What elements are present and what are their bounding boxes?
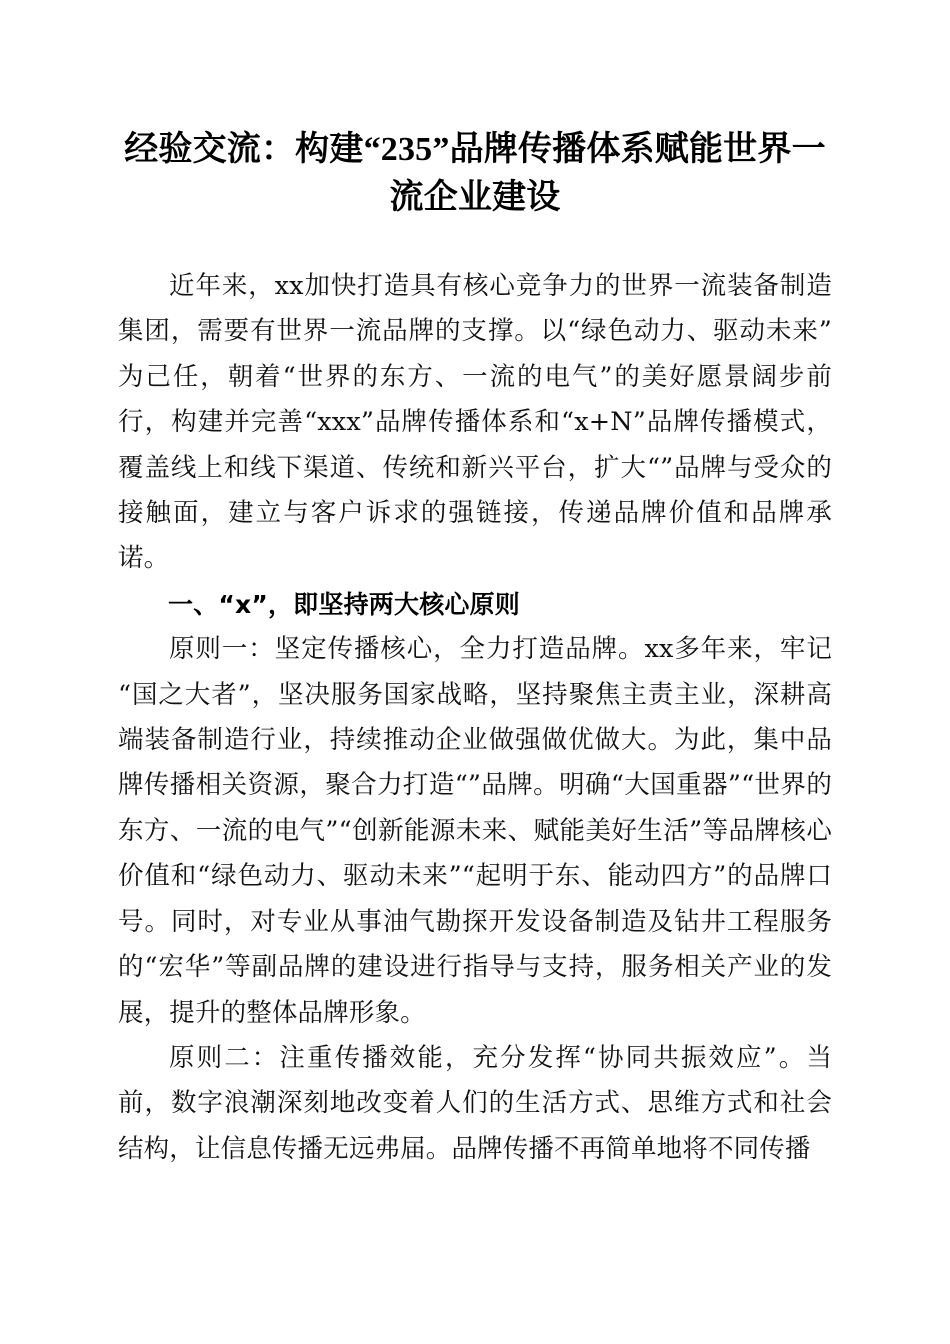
page-title: 经验交流：构建“235”品牌传播体系赋能世界一流企业建设 [124,131,826,216]
paragraph-intro: 近年来，xx加快打造具有核心竞争力的世界一流装备制造集团，需要有世界一流品牌的支撑。以“绿色动力、驱动未来”为己任，朝着“世界的东方、一流的电气”的美好愿景阔步前行，构建并完善“xxx”品牌传播体系和“x+N”品牌传播模式，覆盖线上和线下渠道、传统和新兴平台，扩大“”品牌与受众的接触面，建立与客户诉求的强链接，传递品牌价值和品牌承诺。 [118,271,832,574]
section-heading-one: 一、“x”，即坚持两大核心原则 [168,589,520,619]
paragraph-principle-one: 原则一：坚定传播核心，全力打造品牌。xx多年来，牢记“国之大者”，坚决服务国家战略，坚持聚焦主责主业，深耕高端装备制造行业，持续推动企业做强做优做大。为此，集中品牌传播相关资源，聚合力打造“”品牌。明确“大国重器”“世界的东方、一流的电气”“创新能源未来、赋能美好生活”等品牌核心价值和“绿色动力、驱动未来”“起明于东、能动四方”的品牌口号。同时，对专业从事油气勘探开发设备制造及钻井工程服务的“宏华”等副品牌的建设进行指导与支持，服务相关产业的发展，提升的整体品牌形象。 [118,634,832,1028]
paragraph-principle-two: 原则二：注重传播效能，充分发挥“协同共振效应”。当前，数字浪潮深刻地改变着人们的生活方式、思维方式和社会结构，让信息传播无远弗届。品牌传播不再简单地将不同传播 [118,1042,832,1164]
document-body [118,264,832,1172]
